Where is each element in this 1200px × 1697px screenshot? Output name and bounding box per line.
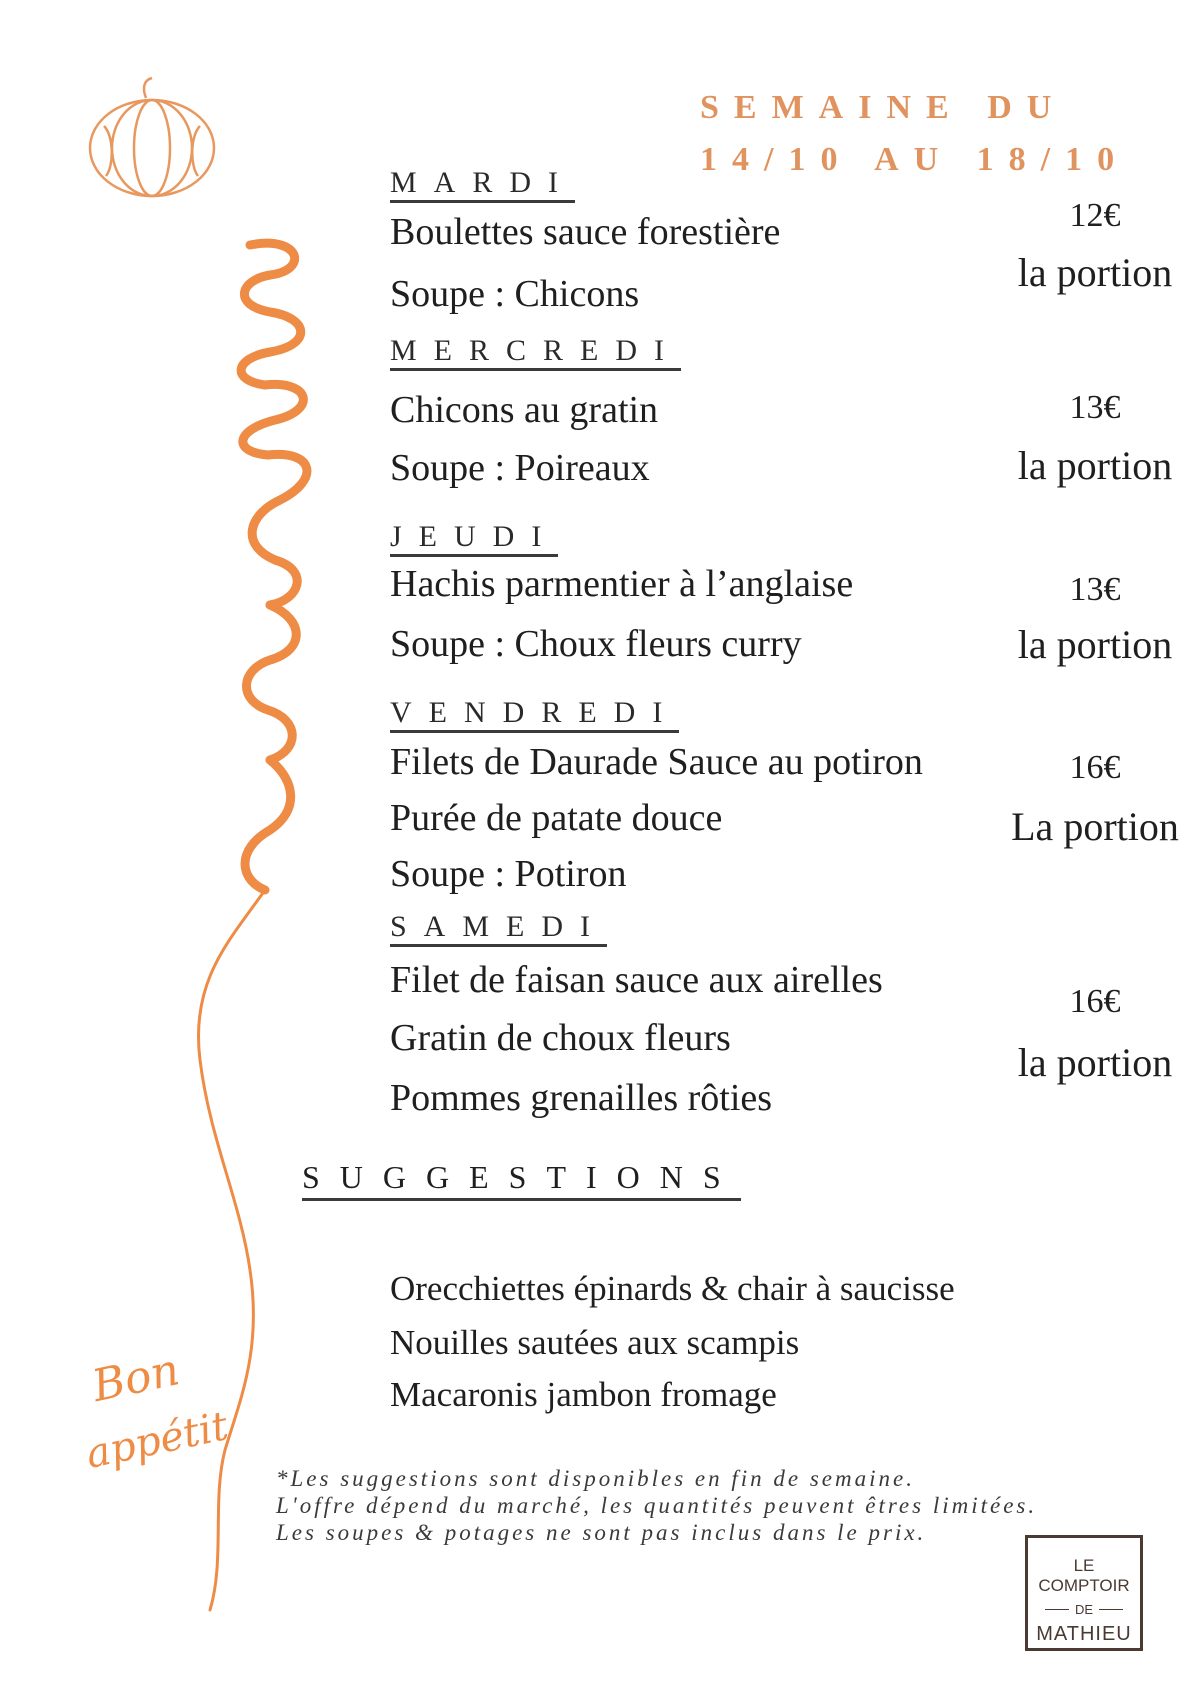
price: 13€ [1069, 389, 1121, 426]
soup: Soupe : Choux fleurs curry [390, 623, 802, 665]
dish: Filet de faisan sauce aux airelles [390, 959, 883, 1001]
pumpkin-illustration [84, 76, 220, 206]
dish: Filets de Daurade Sauce au potiron [390, 741, 923, 783]
footnote [276, 1465, 1076, 1546]
suggestion-item: Macaronis jambon fromage [390, 1375, 777, 1414]
day-heading-mercredi: MERCREDI [390, 336, 681, 371]
dish: Gratin de choux fleurs [390, 1017, 731, 1059]
price: 16€ [1069, 749, 1121, 786]
portion-label: la portion [1017, 622, 1173, 667]
week-title [700, 82, 1129, 186]
footnote-line: Les soupes & potages ne sont pas inclus dans le prix. [276, 1520, 927, 1545]
price: 12€ [1069, 197, 1121, 234]
bon-text: Bon [87, 1344, 184, 1413]
logo-line-1: LE COMPTOIR [1038, 1556, 1130, 1595]
day-heading-vendredi: VENDREDI [390, 698, 679, 733]
footnote-line: L'offre dépend du marché, les quantités peuvent êtres limitées. [276, 1493, 1038, 1518]
day-heading-samedi: SAMEDI [390, 912, 607, 947]
portion-label: La portion [1011, 804, 1179, 849]
logo-line-3: MATHIEU [1036, 1623, 1132, 1645]
portion-label: la portion [1017, 1040, 1173, 1085]
day-heading-mardi: MARDI [390, 168, 575, 203]
suggestions-heading: SUGGESTIONS [302, 1160, 741, 1201]
week-line-1: SEMAINE DU [700, 89, 1067, 126]
appetit-text: appétit [82, 1403, 233, 1478]
price: 13€ [1069, 571, 1121, 608]
footnote-line: *Les suggestions sont disponibles en fin de semaine. [276, 1466, 915, 1491]
dish: Chicons au gratin [390, 389, 659, 431]
dish: Boulettes sauce forestière [390, 211, 781, 253]
week-line-2: 14/10 AU 18/10 [700, 141, 1130, 178]
restaurant-logo [1025, 1535, 1143, 1651]
dish: Purée de patate douce [390, 797, 723, 839]
logo-line-2: DE [1074, 1602, 1094, 1617]
portion-label: la portion [1017, 443, 1173, 488]
dish: Hachis parmentier à l’anglaise [390, 563, 854, 605]
portion-label: la portion [1017, 250, 1173, 295]
day-heading-jeudi: JEUDI [390, 522, 558, 557]
price: 16€ [1069, 983, 1121, 1020]
soup: Soupe : Chicons [390, 273, 640, 315]
dish: Pommes grenailles rôties [390, 1077, 773, 1119]
suggestion-item: Nouilles sautées aux scampis [390, 1323, 800, 1362]
suggestion-item: Orecchiettes épinards & chair à saucisse [390, 1269, 955, 1308]
soup: Soupe : Poireaux [390, 447, 650, 489]
soup: Soupe : Potiron [390, 853, 627, 895]
